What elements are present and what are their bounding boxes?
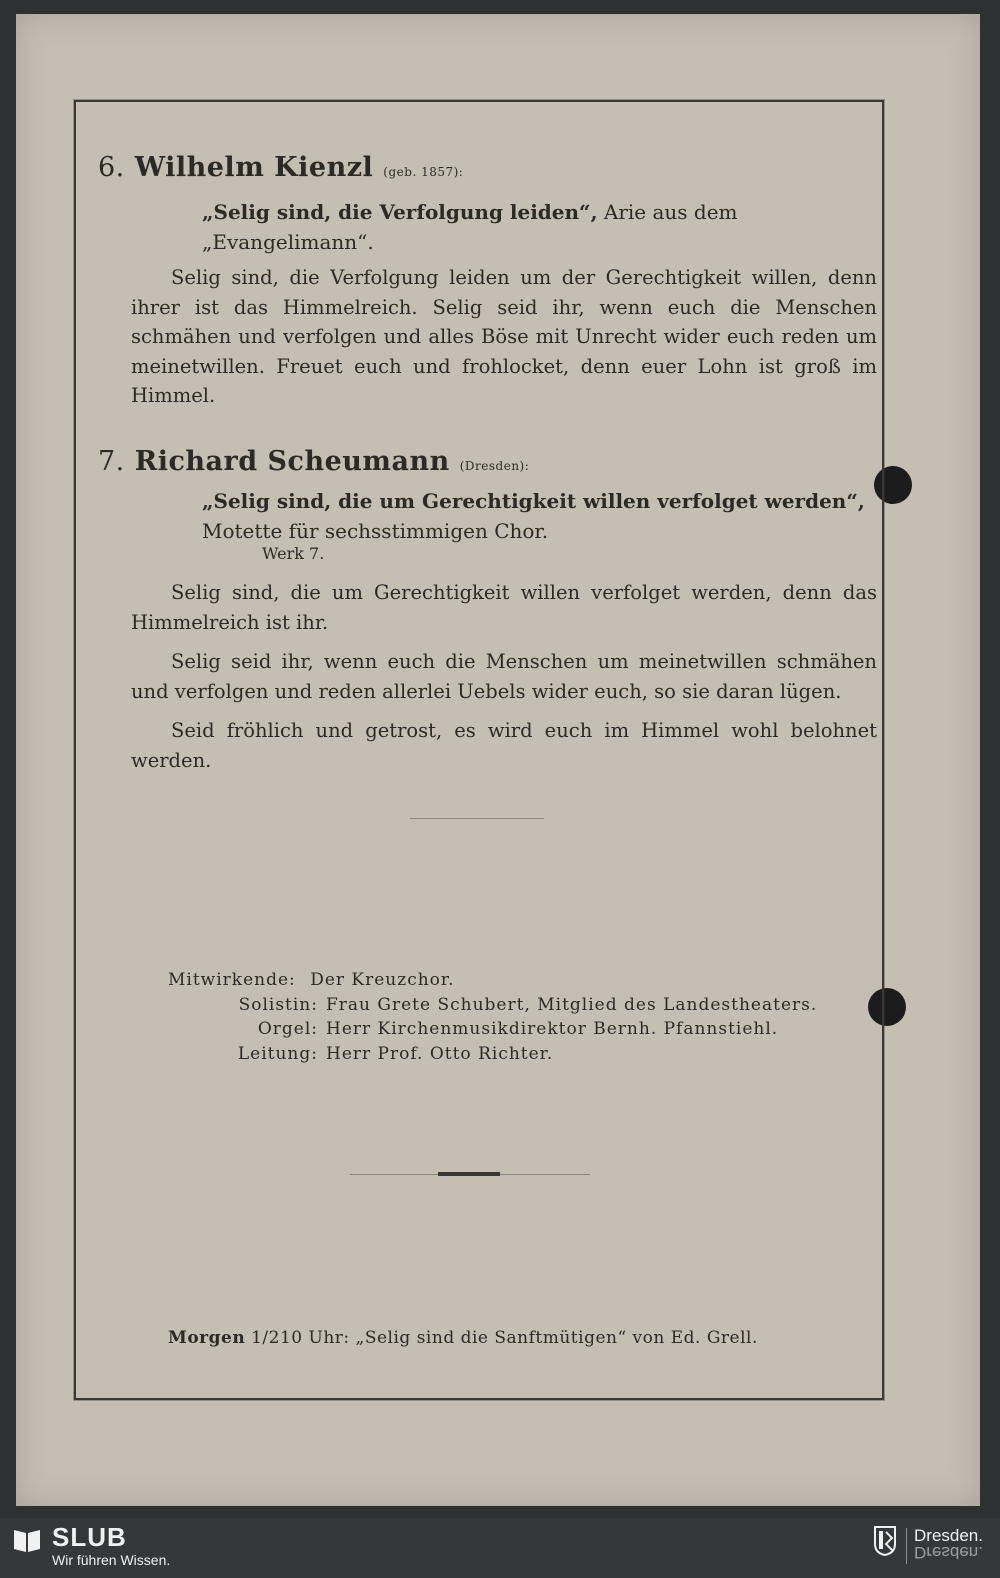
footer-note [168,1328,758,1348]
entry-6-text: Selig sind, die Verfolgung leiden um der Gerechtigkeit willen, denn ihrer ist das Himmelreich. Selig seid ihr, wenn euch die Menschen schmähen und verfolgen und alles Böse mit Unrecht wider euch reden um meinetwillen. Freuet euch und frohlocket, denn euer Lohn ist groß im Himmel. [131,266,877,407]
entry-7-text-2: Selig seid ihr, wenn euch die Menschen um meinetwillen schmähen und verfolgen und reden allerlei Uebels wider euch, so sie daran lügen. [131,650,877,703]
footer-text: „Selig sind die Sanftmütigen“ von Ed. Grell. [355,1328,758,1348]
entry-6-piece [202,197,877,257]
opus-number: Werk 7. [262,544,325,563]
entry-number: 7. [98,446,125,477]
entry-7-text-3: Seid fröhlich und getrost, es wird euch im Himmel wohl belohnet werden. [131,719,877,772]
entry-7-piece [202,486,877,546]
bar-divider [906,1528,907,1564]
library-name[interactable]: SLUB [52,1522,127,1552]
composer-note: (geb. 1857): [383,165,464,179]
credit-row [168,1042,817,1067]
composer-name: Wilhelm Kienzl [134,152,374,183]
footer-lead: Morgen [168,1328,246,1348]
crest-icon [874,1526,896,1556]
credit-name: Herr Kirchenmusikdirektor Bernh. Pfannstiehl. [326,1019,779,1039]
entry-6-heading [98,152,858,183]
composer-name: Richard Scheumann [134,446,450,477]
credit-role: Mitwirkende: [168,970,296,990]
credit-row [168,993,817,1018]
composer-note: (Dresden): [459,459,530,473]
credit-name: Der Kreuzchor. [310,970,455,990]
credit-name: Frau Grete Schubert, Mitglied des Landestheaters. [326,994,818,1015]
piece-title: „Selig sind, die Verfolgung leiden“, [202,200,598,224]
library-bar [0,1518,1000,1578]
library-tagline: Wir führen Wissen. [52,1552,171,1568]
entry-7-heading [98,446,858,477]
credit-row [168,1017,817,1042]
piece-description: Motette für sechsstimmigen Chor. [202,519,549,543]
credits-list [168,968,817,1066]
entry-7-text-1: Selig sind, die um Gerechtigkeit willen verfolget werden, denn das Himmelreich ist ihr. [131,581,877,634]
piece-description: Arie aus dem „Evangelimann“. [202,200,738,254]
city-name-reflection: Dresden. [914,1543,983,1562]
piece-title: „Selig sind, die um Gerechtigkeit willen verfolget werden“, [202,489,865,513]
book-icon [12,1526,42,1554]
credit-role: Orgel: [257,1019,318,1039]
divider [410,818,544,819]
divider-ornament [438,1172,500,1176]
credit-role: Solistin: [238,994,318,1015]
credit-row [168,968,817,993]
credit-role: Leitung: [237,1043,318,1064]
entry-number: 6. [98,152,125,183]
footer-time: 1/210 Uhr: [251,1328,350,1348]
city-name[interactable]: Dresden. [914,1526,983,1545]
credit-name: Herr Prof. Otto Richter. [326,1043,554,1064]
